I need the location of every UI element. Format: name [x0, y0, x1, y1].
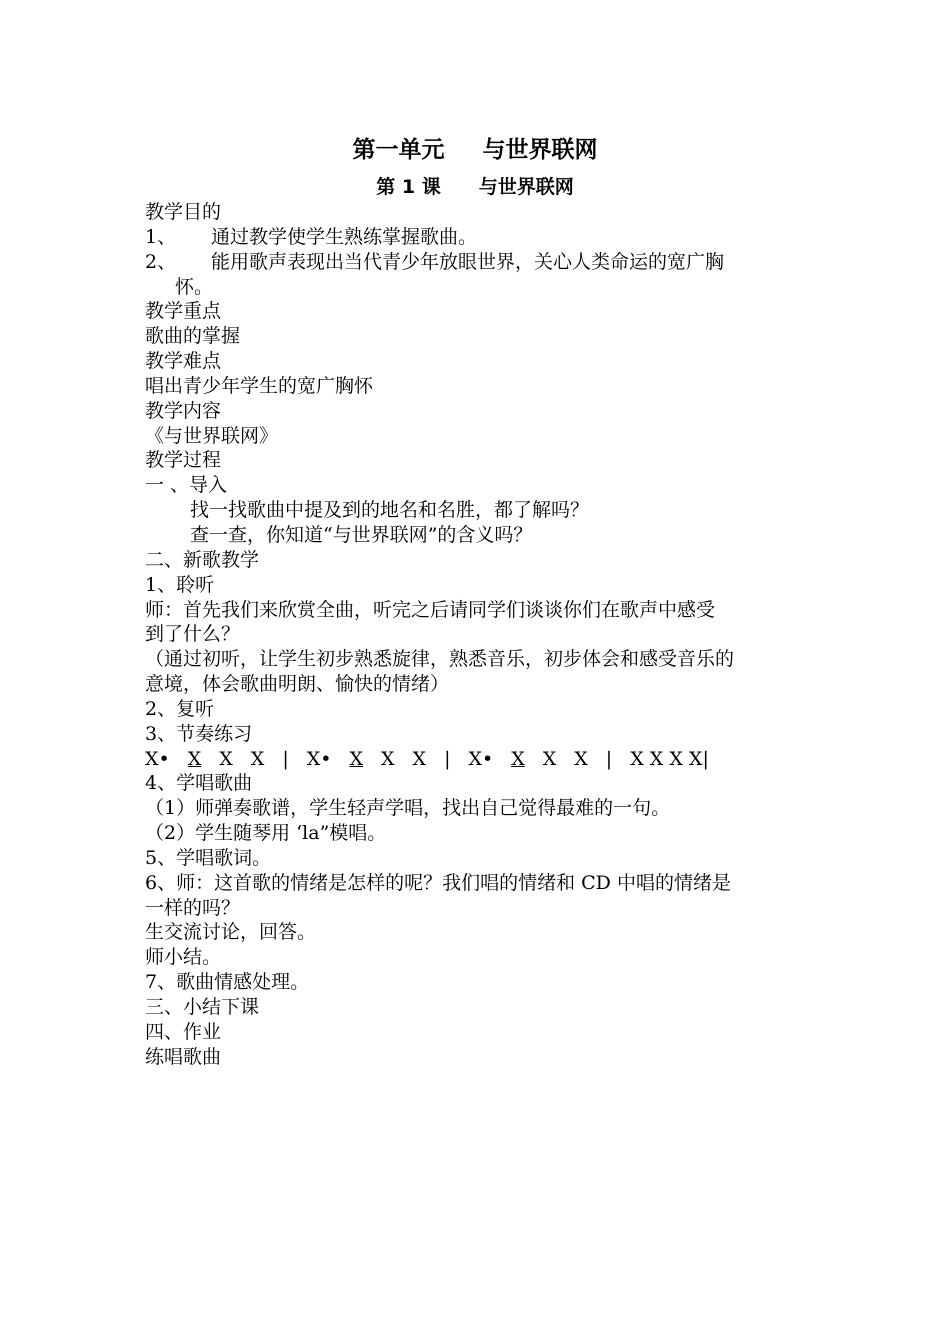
goal-item-2-continued: 怀。	[175, 275, 214, 298]
content-heading: 教学内容	[145, 399, 222, 422]
listen-line-2: 到了什么？	[145, 623, 241, 646]
learn-heading: 4、学唱歌曲	[145, 772, 253, 795]
rhythm-note: X•	[468, 747, 494, 770]
key-heading: 教学重点	[145, 300, 222, 323]
lesson-title	[0, 173, 950, 201]
lyrics-line: 5、学唱歌词。	[145, 846, 272, 869]
listen-line-1: 师：首先我们来欣赏全曲，听完之后请同学们谈谈你们在歌声中感受	[145, 598, 716, 621]
relisten-heading: 2、复听	[145, 697, 215, 720]
unit-label: 第一单元	[352, 137, 445, 163]
intro-line-1: 找一找歌曲中提及到的地名和名胜，都了解吗？	[190, 499, 590, 522]
bar-line: |	[702, 747, 709, 770]
rhythm-note: X	[574, 747, 588, 770]
document-body	[145, 200, 815, 1070]
teacher-summary-line: 师小结。	[145, 946, 222, 969]
learn-line-2: （2）学生随琴用 ‘la”模唱。	[145, 822, 387, 845]
rhythm-note-group: X X X X	[630, 747, 703, 770]
emotion-processing-line: 7、歌曲情感处理。	[145, 971, 310, 994]
summary-heading: 三、小结下课	[145, 996, 260, 1018]
new-song-heading: 二、新歌教学	[145, 548, 260, 571]
rhythm-note: X	[219, 747, 233, 770]
process-heading: 教学过程	[145, 449, 222, 472]
rhythm-note: X	[381, 747, 395, 770]
bar-line: |	[605, 747, 613, 770]
emotion-line-2: 一样的吗？	[145, 896, 241, 919]
rhythm-note: X•	[145, 747, 170, 770]
lesson-name: 与世界联网	[478, 176, 574, 198]
lesson-label: 第 1 课	[376, 176, 441, 198]
intro-line-2: 查一查，你知道“与世界联网”的含义吗？	[190, 523, 533, 546]
rhythm-note: X•	[306, 747, 332, 770]
rhythm-note: X	[349, 747, 363, 770]
goal-number: 1、	[145, 225, 177, 248]
emotion-line-1: 6、师：这首歌的情绪是怎样的呢？我们唱的情绪和 CD 中唱的情绪是	[145, 871, 731, 894]
content-text: 《与世界联网》	[145, 424, 279, 447]
rhythm-note: X	[511, 747, 525, 770]
unit-name: 与世界联网	[482, 137, 598, 163]
difficulty-heading: 教学难点	[145, 350, 222, 373]
discuss-line: 生交流讨论，回答。	[145, 921, 317, 944]
rhythm-note: X	[250, 747, 265, 770]
listen-line-4: 意境，体会歌曲明朗、愉快的情绪）	[145, 673, 450, 696]
rhythm-pattern	[145, 747, 815, 772]
goal-text: 通过教学使学生熟练掌握歌曲。	[211, 225, 478, 248]
learn-line-1: （1）师弹奏歌谱，学生轻声学唱，找出自己觉得最难的一句。	[145, 797, 671, 820]
goals-heading: 教学目的	[145, 201, 222, 223]
rhythm-note: X	[187, 747, 202, 770]
unit-title	[0, 133, 950, 167]
goal-item-2	[145, 250, 815, 275]
rhythm-heading: 3、节奏练习	[145, 722, 253, 745]
homework-text: 练唱歌曲	[145, 1045, 222, 1068]
listen-line-3: （通过初听，让学生初步熟悉旋律，熟悉音乐，初步体会和感受音乐的	[145, 648, 735, 671]
listen-heading: 1、聆听	[145, 573, 215, 596]
rhythm-note: X	[542, 747, 557, 770]
homework-heading: 四、作业	[145, 1020, 222, 1043]
bar-line: |	[282, 747, 289, 770]
difficulty-text: 唱出青少年学生的宽广胸怀	[145, 374, 374, 397]
key-text: 歌曲的掌握	[145, 325, 241, 348]
goal-text: 能用歌声表现出当代青少年放眼世界，关心人类命运的宽广胸	[211, 250, 725, 273]
goal-number: 2、	[145, 250, 177, 273]
intro-heading: 一 、导入	[145, 474, 228, 497]
bar-line: |	[444, 747, 451, 770]
rhythm-note: X	[412, 747, 427, 770]
goal-item-1	[145, 225, 815, 250]
